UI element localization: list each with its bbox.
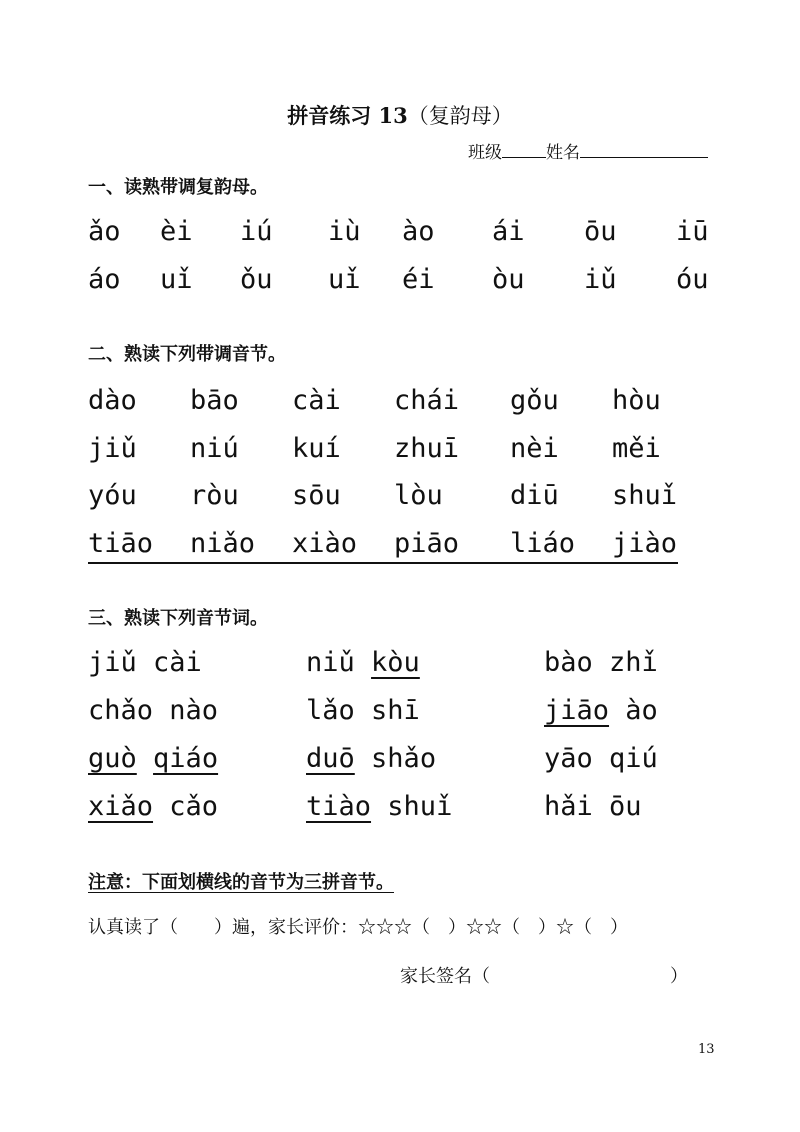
- syllable-word: [544, 743, 658, 774]
- final-syllable: éi: [402, 264, 435, 295]
- syllable-word: [306, 743, 436, 774]
- note-text: 注意：下面划横线的音节为三拼音节。: [88, 872, 394, 893]
- title-subtitle: （复韵母）: [407, 104, 513, 128]
- word-syllable: qiú: [609, 743, 658, 774]
- syllable: niú: [190, 433, 239, 464]
- parent-signature: 家长签名（ ）: [400, 966, 688, 987]
- word-syllable: lǎo: [306, 695, 355, 726]
- word-syllable: cǎo: [169, 791, 219, 822]
- syllable: zhuī: [394, 433, 460, 464]
- word-syllable: chǎo: [88, 695, 154, 726]
- syllable: bāo: [190, 385, 239, 416]
- syllable: cài: [292, 385, 341, 416]
- word-syllable: ào: [625, 695, 658, 726]
- final-syllable: iū: [676, 216, 709, 247]
- word-syllable: kòu: [371, 647, 420, 678]
- final-syllable: uǐ: [160, 264, 193, 295]
- syllable: hòu: [612, 385, 661, 416]
- student-info: [468, 138, 708, 163]
- syllable: chái: [394, 385, 460, 416]
- word-syllable: duō: [306, 743, 355, 774]
- word-syllable: guò: [88, 743, 137, 774]
- syllable: xiào: [292, 528, 358, 559]
- syllable: gǒu: [510, 385, 559, 416]
- row-underline: [88, 562, 678, 564]
- word-syllable: shuǐ: [387, 791, 453, 822]
- word-syllable: yāo: [544, 743, 593, 774]
- final-syllable: iǔ: [584, 264, 617, 295]
- syllable-word: [306, 695, 420, 726]
- page-number: 13: [698, 1042, 715, 1057]
- final-syllable: ǒu: [240, 264, 273, 295]
- syllable: jiào: [612, 528, 678, 559]
- syllable: lòu: [394, 480, 443, 511]
- syllable: shuǐ: [612, 480, 678, 511]
- word-syllable: zhǐ: [609, 647, 658, 678]
- final-syllable: iú: [240, 216, 273, 247]
- syllable: kuí: [292, 433, 341, 464]
- syllable-word: [88, 695, 218, 726]
- final-syllable: óu: [676, 264, 709, 295]
- word-syllable: cài: [153, 647, 202, 678]
- class-label: 班级: [468, 143, 502, 163]
- class-blank[interactable]: [502, 143, 546, 158]
- word-syllable: shǎo: [371, 743, 437, 774]
- syllable: diū: [510, 480, 559, 511]
- syllable: yóu: [88, 480, 137, 511]
- syllable: jiǔ: [88, 433, 137, 464]
- parent-evaluation: 认真读了（ ）遍，家长评价：☆☆☆（ ）☆☆（ ）☆（ ）: [88, 917, 628, 938]
- syllable-word: [544, 791, 642, 822]
- word-syllable: qiáo: [153, 743, 219, 774]
- word-syllable: nào: [169, 695, 219, 726]
- final-syllable: ào: [402, 216, 435, 247]
- syllable: ròu: [190, 480, 239, 511]
- syllable-word: [88, 743, 218, 774]
- word-syllable: niǔ: [306, 647, 355, 678]
- final-syllable: òu: [492, 264, 525, 295]
- syllable-word: [88, 647, 202, 678]
- syllable-word: [88, 791, 218, 822]
- syllable: piāo: [394, 528, 460, 559]
- name-blank[interactable]: [580, 143, 708, 158]
- syllable: měi: [612, 433, 661, 464]
- final-syllable: iù: [328, 216, 361, 247]
- title-main: 拼音练习 13: [287, 103, 408, 128]
- name-label: 姓名: [546, 143, 580, 163]
- word-syllable: shī: [371, 695, 420, 726]
- word-syllable: xiǎo: [88, 791, 154, 822]
- syllable-word: [306, 791, 452, 822]
- syllable-word: [544, 647, 658, 678]
- syllable: dào: [88, 385, 137, 416]
- syllable-word: [544, 695, 658, 726]
- syllable: tiāo: [88, 528, 154, 559]
- word-syllable: jiǔ: [88, 647, 137, 678]
- final-syllable: ái: [492, 216, 525, 247]
- syllable: liáo: [510, 528, 576, 559]
- final-syllable: uǐ: [328, 264, 361, 295]
- syllable: sōu: [292, 480, 341, 511]
- word-syllable: hǎi: [544, 791, 593, 822]
- word-syllable: jiāo: [544, 695, 610, 726]
- section-1-heading: 一、读熟带调复韵母。: [88, 177, 268, 198]
- page-title: [0, 100, 800, 130]
- section-3-heading: 三、熟读下列音节词。: [88, 608, 268, 629]
- final-syllable: ǎo: [88, 216, 121, 247]
- word-syllable: ōu: [609, 791, 642, 822]
- final-syllable: áo: [88, 264, 121, 295]
- syllable: niǎo: [190, 528, 256, 559]
- syllable: nèi: [510, 433, 559, 464]
- final-syllable: èi: [160, 216, 193, 247]
- section-2-heading: 二、熟读下列带调音节。: [88, 344, 286, 365]
- syllable-word: [306, 647, 420, 678]
- word-syllable: bào: [544, 647, 593, 678]
- word-syllable: tiào: [306, 791, 372, 822]
- final-syllable: ōu: [584, 216, 617, 247]
